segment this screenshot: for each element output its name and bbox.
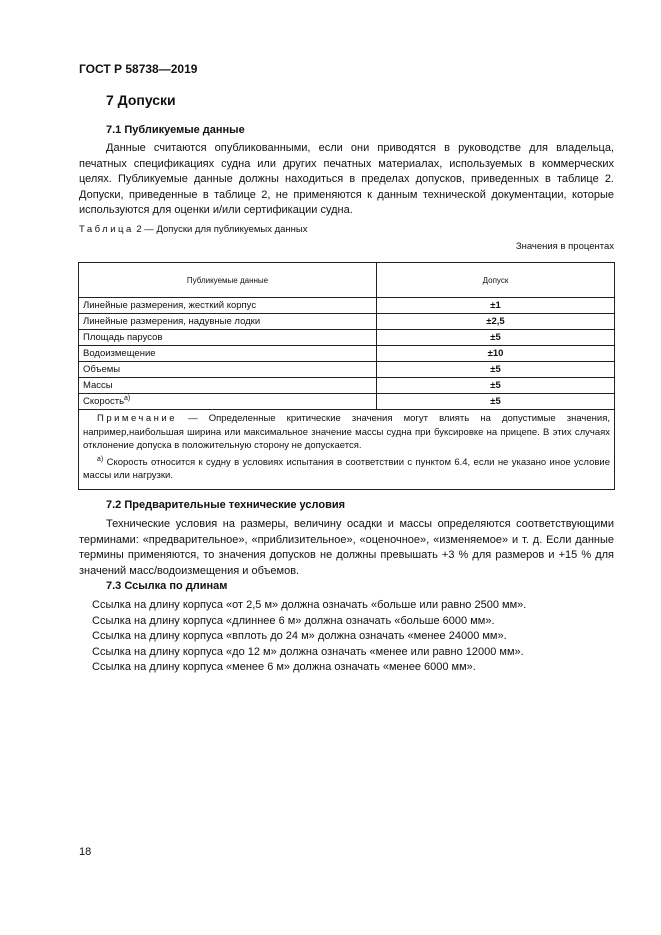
subsection-7-2-text: [79, 517, 614, 579]
row-label: [79, 346, 377, 362]
row-label-text: Скорость: [83, 396, 125, 408]
row-tolerance: ±5: [377, 394, 615, 410]
table-row: [79, 314, 615, 330]
header-tolerance: Допуск: [377, 263, 615, 298]
table-caption: [79, 224, 308, 235]
subsection-7-2-title: 7.2 Предварительные технические условия: [106, 499, 346, 511]
length-line: Ссылка на длину корпуса «от 2,5 м» должна означать «больше или равно 2500 мм».: [92, 599, 527, 611]
length-line: Ссылка на длину корпуса «вплоть до 24 м» должна означать «менее 24000 мм».: [92, 630, 507, 643]
footnote-mark: а): [97, 455, 104, 463]
row-label: [79, 330, 377, 346]
row-label: [79, 362, 377, 378]
section-title: 7 Допуски: [106, 92, 176, 108]
row-tolerance: ±5: [377, 330, 615, 346]
row-label: [79, 378, 377, 394]
row-label-text: Объемы: [83, 364, 121, 375]
document-header: ГОСТ Р 58738—2019: [79, 62, 198, 76]
table-note: [79, 410, 615, 490]
subsection-7-3-lines: [92, 598, 526, 676]
row-tolerance: ±5: [377, 378, 615, 394]
paragraph: Технические условия на размеры, величину осадки и массы определяются соответствующими терминами: «предварительное», «приблизительное», «оценочное», «изменяемое» и т. д. Если данные термины применяются, то значения допусков не должны превышать +3 % для размеров и +15 % для значений масс/водоизмещения и объемов.: [79, 518, 614, 577]
length-line: Ссылка на длину корпуса «длиннее 6 м» должна означать «больше 6000 мм».: [92, 614, 495, 627]
footnote-mark: а): [124, 395, 131, 403]
table-row: [79, 362, 615, 378]
table-row: [79, 346, 615, 362]
row-label: [79, 314, 377, 330]
footnote-text: Скорость относится к судну в условиях испытания в соответствии с пунктом 6.4, если не указано иное условие массы или нагрузки.: [83, 456, 610, 482]
note-text: — Определенные критические значения могут влиять на допустимые значения, например,наибольшая ширина или максимальное значение массы судна при буксировке на прицепе. В этих случаях отклонение допуска в положительную сторону не допускается.: [83, 413, 610, 451]
table-header-row: [79, 263, 615, 298]
note-label: Примечание: [97, 413, 177, 424]
row-tolerance: ±5: [377, 362, 615, 378]
table-note-row: [79, 410, 615, 490]
tolerance-table: [78, 262, 615, 490]
row-label-text: Площадь парусов: [83, 332, 163, 343]
paragraph: Данные считаются опубликованными, если они приводятся в руководстве для владельца, печатных спецификациях судна или других печатных материалах, используемых в коммерческих целях. Публикуемые данные должны находиться в пределах допусков, приведенных в таблице 2. Допуски, приведенные в таблице 2, не применяются к данным технической документации, которые используются для оценки и/или сертификации судна.: [79, 142, 614, 217]
row-tolerance: ±1: [377, 298, 615, 314]
subsection-7-1-title: 7.1 Публикуемые данные: [106, 124, 245, 136]
length-line: Ссылка на длину корпуса «до 12 м» должна означать «менее или равно 12000 мм».: [92, 645, 524, 658]
row-label: [79, 298, 377, 314]
subsection-7-1-text: [79, 141, 614, 219]
row-label-text: Массы: [83, 380, 113, 391]
row-label-text: Линейные размерения, надувные лодки: [83, 316, 261, 327]
header-data: Публикуемые данные: [79, 263, 377, 298]
table-row: [79, 298, 615, 314]
row-tolerance: ±2,5: [377, 314, 615, 330]
table-row: [79, 378, 615, 394]
row-tolerance: ±10: [377, 346, 615, 362]
caption-label: Таблица: [79, 224, 134, 235]
table-row: [79, 330, 615, 346]
length-line: Ссылка на длину корпуса «менее 6 м» должна означать «менее 6000 мм».: [92, 661, 476, 674]
row-label-text: Водоизмещение: [83, 348, 156, 359]
row-label-text: Линейные размерения, жесткий корпус: [83, 300, 257, 311]
subsection-7-3-title: 7.3 Ссылка по длинам: [106, 580, 228, 592]
row-label: [79, 394, 377, 410]
table-row: [79, 394, 615, 410]
page-number: 18: [79, 846, 92, 858]
table-units: Значения в процентах: [515, 241, 614, 252]
caption-text: 2 — Допуски для публикуемых данных: [133, 224, 308, 235]
